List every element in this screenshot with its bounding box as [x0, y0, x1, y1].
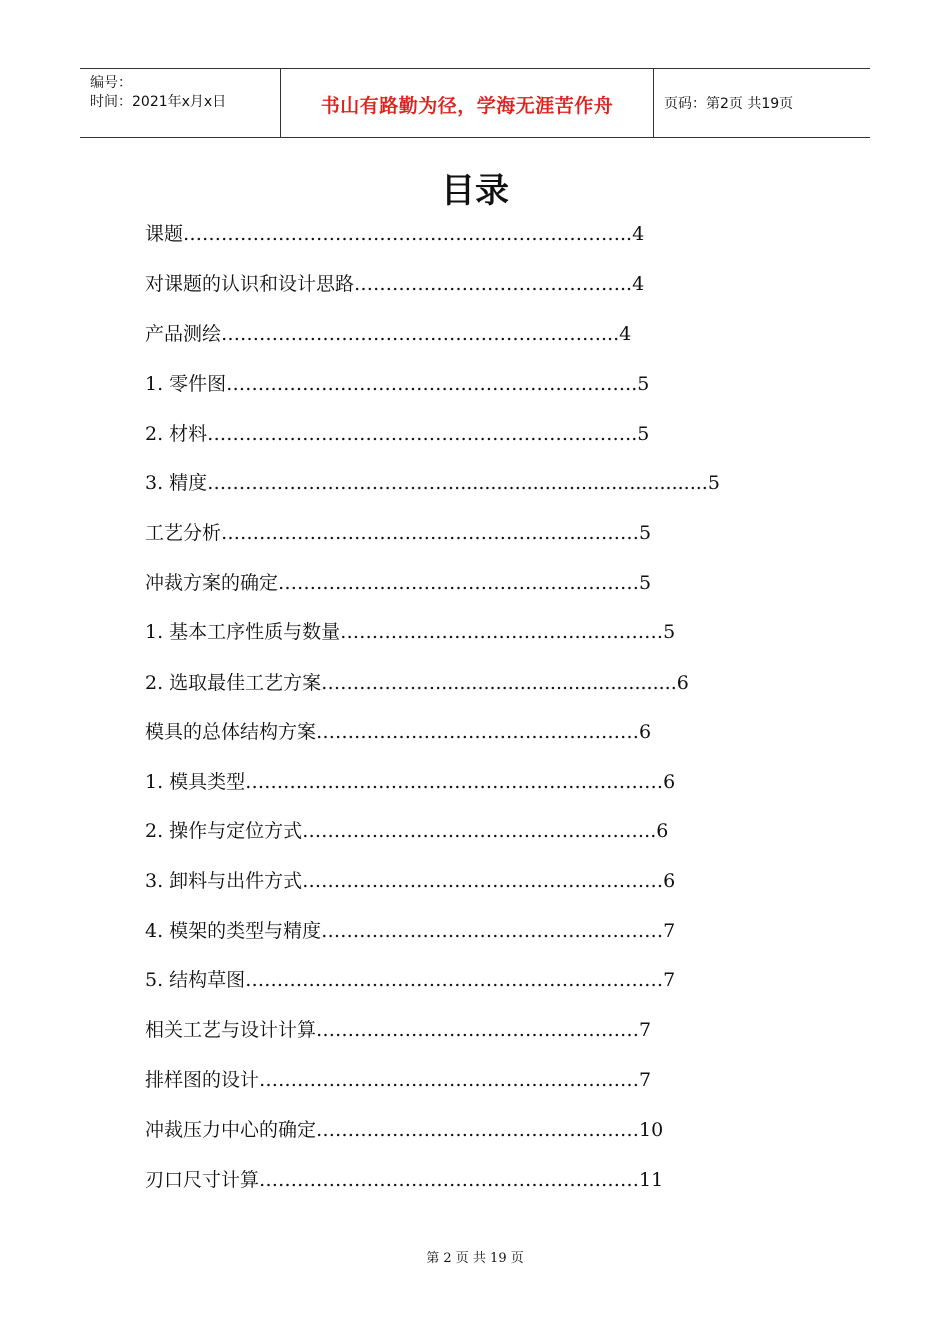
toc-entry[interactable]: 4. 模架的类型与精度………………………………………………7: [145, 920, 676, 942]
toc-entry[interactable]: 冲裁方案的确定…………………………………………………5: [145, 572, 652, 594]
toc-entry[interactable]: 3. 精度…………………………………..........................................5: [145, 472, 720, 494]
header-middle-cell: [281, 69, 654, 137]
toc-entry[interactable]: 5. 结构草图…………………………………………………………7: [145, 969, 676, 991]
page-footer: 第 2 页 共 19 页: [426, 1251, 524, 1266]
toc-entry[interactable]: 工艺分析…………………………………………………………5: [145, 522, 652, 544]
toc-entry[interactable]: 1. 零件图………………………………………………………..5: [145, 373, 650, 395]
header-right-cell: [654, 69, 870, 137]
page-info: 页码：第2页 共19页: [664, 96, 794, 112]
toc-entry[interactable]: 2. 材料…………………………………………………………..5: [145, 423, 650, 445]
toc-entry[interactable]: 冲裁压力中心的确定……………………………………………10: [145, 1119, 664, 1141]
toc-entry[interactable]: 相关工艺与设计计算……………………………………………7: [145, 1019, 652, 1041]
toc-entry[interactable]: 产品测绘……………………………………………………...4: [145, 323, 632, 345]
toc-entry[interactable]: 1. 模具类型…………………………………………………………6: [145, 771, 676, 793]
code-label: 编号：: [90, 75, 132, 91]
header-left-cell: [80, 69, 281, 137]
toc-entry[interactable]: 2. 操作与定位方式………………………………………………..6: [145, 820, 669, 842]
toc-entry[interactable]: 排样图的设计……………………………………………………7: [145, 1069, 652, 1091]
toc-entry[interactable]: 刃口尺寸计算……………………………………………………11: [145, 1169, 664, 1191]
page-title: 目录: [441, 171, 509, 211]
toc-entry[interactable]: 课题……………………………………………………………..4: [145, 223, 645, 245]
toc-entry[interactable]: 3. 卸料与出件方式…………………………………………………6: [145, 870, 676, 892]
toc-entry[interactable]: 对课题的认识和设计思路……………………………………..4: [145, 273, 645, 295]
page-header: [80, 68, 870, 138]
toc-entry[interactable]: 模具的总体结构方案……………………………………………6: [145, 721, 652, 743]
toc-entry[interactable]: 2. 选取最佳工艺方案………………........................................6: [145, 672, 689, 694]
header-motto: 书山有路勤为径，学海无涯苦作舟: [320, 94, 614, 117]
time-label: 时间：2021年x月x日: [90, 94, 227, 110]
toc-entry[interactable]: 1. 基本工序性质与数量……………………………………………5: [145, 621, 676, 643]
